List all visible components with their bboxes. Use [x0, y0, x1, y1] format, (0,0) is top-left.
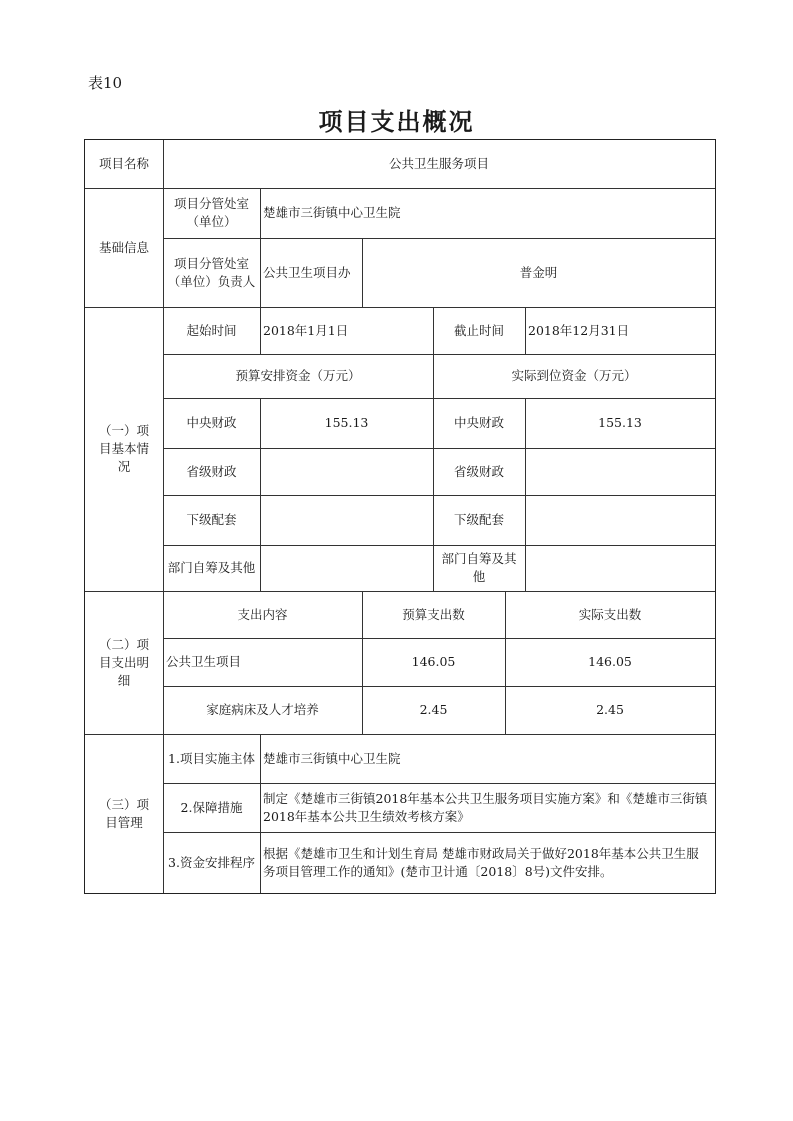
- funding-source-label: 下级配套: [186, 512, 237, 527]
- management-item-label: 3.资金安排程序: [168, 854, 255, 870]
- dept-value: 楚雄市三街镇中心卫生院: [263, 205, 401, 220]
- funding-source-label: 中央财政: [186, 415, 237, 430]
- funding-source-label: 省级财政: [453, 463, 504, 479]
- budget-header: 预算安排资金（万元）: [235, 368, 361, 383]
- funding-source-label: 下级配套: [453, 512, 504, 527]
- funding-source-label: 部门自筹及其他: [441, 551, 517, 584]
- expense-content: 公共卫生项目: [166, 654, 242, 669]
- actual-header: 实际到位资金（万元）: [511, 368, 637, 383]
- actual-amount: 155.13: [598, 415, 642, 430]
- head-office: 公共卫生项目办: [263, 264, 351, 280]
- budget-expense: 146.05: [411, 654, 456, 669]
- end-label: 截止时间: [453, 322, 504, 338]
- budget-expense-header: 预算支出数: [402, 606, 465, 622]
- project-name-label: 项目名称: [98, 156, 149, 171]
- page-title: 项目支出概况: [318, 107, 475, 136]
- budget-amount: [260, 495, 433, 545]
- head-label: 项目分管处室（单位）负责人: [167, 255, 256, 289]
- funding-source-label: 省级财政: [186, 463, 237, 479]
- actual-expense: 2.45: [596, 702, 624, 717]
- budget-amount: [260, 448, 433, 495]
- expenditure-section-label: （二）项目支出明细: [98, 636, 149, 688]
- budget-amount: [260, 545, 433, 591]
- table-number: 表10: [88, 74, 123, 92]
- management-item-label: 1.项目实施主体: [168, 750, 255, 766]
- funding-source-label: 部门自筹及其他: [167, 560, 256, 575]
- management-section-label: （三）项目管理: [98, 796, 149, 830]
- dept-label: 项目分管处室（单位）: [173, 196, 249, 229]
- end-value: 2018年12月31日: [528, 322, 630, 338]
- basic-info-label: 基础信息: [98, 239, 149, 255]
- actual-amount: [525, 545, 715, 591]
- project-expenditure-table: [84, 139, 716, 894]
- head-person: 普金明: [519, 264, 558, 280]
- actual-expense-header: 实际支出数: [578, 606, 642, 622]
- actual-expense: 146.05: [588, 654, 632, 669]
- actual-amount: [525, 495, 715, 545]
- project-name-value: 公共卫生服务项目: [388, 156, 489, 171]
- budget-expense: 2.45: [419, 702, 448, 717]
- expense-content: 家庭病床及人才培养: [206, 702, 319, 717]
- budget-amount: 155.13: [324, 415, 369, 430]
- management-item-value: 根据《楚雄市卫生和计划生育局 楚雄市财政局关于做好2018年基本公共卫生服务项目管理工作的通知》(楚市卫计通〔2018〕8号)文件安排。: [263, 845, 699, 879]
- basic-situation-label: （一）项目基本情况: [98, 423, 149, 474]
- management-item-value: 制定《楚雄市三街镇2018年基本公共卫生服务项目实施方案》和《楚雄市三街镇2018年基本公共卫生绩效考核方案》: [263, 790, 708, 824]
- start-value: 2018年1月1日: [263, 322, 349, 338]
- start-label: 起始时间: [186, 322, 237, 338]
- management-item-value: 楚雄市三街镇中心卫生院: [263, 750, 401, 766]
- content-header: 支出内容: [237, 606, 288, 622]
- actual-amount: [525, 448, 715, 495]
- management-item-label: 2.保障措施: [180, 799, 243, 815]
- funding-source-label: 中央财政: [453, 415, 504, 430]
